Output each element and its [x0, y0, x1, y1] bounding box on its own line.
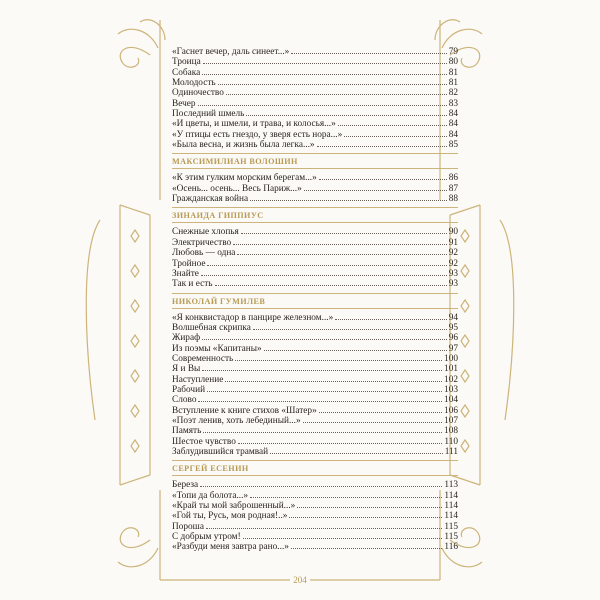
- dot-leader: [200, 479, 442, 487]
- dot-leader: [253, 322, 447, 330]
- entry-title: Из поэмы «Капитаны»: [172, 343, 262, 353]
- entry-page-number: 85: [448, 140, 458, 150]
- toc-entry: [172, 108, 458, 118]
- entry-title: Береза: [172, 480, 199, 490]
- toc-entry: [172, 258, 458, 268]
- toc-entry: [172, 415, 458, 425]
- entry-page-number: 81: [448, 78, 458, 88]
- toc-entry: [172, 139, 458, 149]
- entry-page-number: 93: [448, 279, 458, 289]
- entry-title: Электричество: [172, 237, 232, 248]
- entry-title: Вечер: [172, 98, 196, 109]
- dot-leader: [317, 139, 447, 147]
- entry-page-number: 110: [444, 436, 458, 446]
- toc-section: [172, 153, 458, 203]
- entry-page-number: 107: [444, 415, 458, 426]
- toc-entry: [172, 46, 458, 56]
- entry-page-number: 95: [448, 322, 458, 333]
- entry-title: Жираф: [172, 333, 201, 343]
- dot-leader: [291, 541, 442, 549]
- entry-title: Снежные хлопья: [172, 227, 239, 237]
- dot-leader: [344, 129, 446, 137]
- entry-title: Вступление к книге стихов «Шатер»: [172, 405, 317, 415]
- entry-title: Современность: [172, 353, 234, 364]
- table-of-contents: [172, 46, 458, 552]
- entry-title: «К этим гулким морским берегам...»: [172, 173, 317, 183]
- author-heading: ЗИНАИДА ГИППИУС: [172, 211, 264, 221]
- entry-page-number: 116: [444, 542, 458, 552]
- toc-entry: [172, 510, 458, 520]
- entry-page-number: 94: [448, 312, 458, 322]
- entry-title: Тройное: [172, 258, 206, 268]
- dot-leader: [202, 363, 442, 371]
- toc-entry: [172, 394, 458, 404]
- toc-section: [172, 207, 458, 288]
- toc-entry: [172, 384, 458, 394]
- dot-leader: [198, 394, 442, 402]
- toc-entry: [172, 118, 458, 128]
- author-heading: НИКОЛАЙ ГУМИЛЕВ: [172, 296, 266, 306]
- entry-page-number: 92: [448, 248, 458, 258]
- entry-page-number: 79: [448, 47, 458, 57]
- toc-entry: [172, 77, 458, 87]
- dot-leader: [250, 490, 442, 498]
- dot-leader: [202, 67, 446, 75]
- entry-page-number: 81: [448, 67, 458, 78]
- entry-page-number: 97: [448, 343, 458, 353]
- entry-page-number: 114: [444, 490, 458, 501]
- entry-title: С добрым утром!: [172, 532, 241, 542]
- toc-entry: [172, 405, 458, 415]
- entry-page-number: 103: [444, 384, 458, 395]
- toc-entry: [172, 363, 458, 373]
- dot-leader: [303, 415, 442, 423]
- toc-entry: [172, 56, 458, 66]
- toc-section: [172, 46, 458, 149]
- dot-leader: [218, 77, 447, 85]
- dot-leader: [203, 425, 442, 433]
- toc-entry: [172, 541, 458, 551]
- entry-page-number: 88: [448, 194, 458, 204]
- toc-section: [172, 293, 458, 457]
- author-heading: МАКСИМИЛИАН ВОЛОШИН: [172, 157, 298, 167]
- entry-page-number: 108: [444, 426, 458, 436]
- toc-entry: [172, 87, 458, 97]
- entry-title: «Гаснет вечер, даль синеет...»: [172, 47, 290, 57]
- dot-leader: [264, 343, 447, 351]
- toc-entry: [172, 322, 458, 332]
- toc-entry: [172, 67, 458, 77]
- entry-title: «Гой ты, Русь, моя родная!..»: [172, 511, 288, 521]
- dot-leader: [206, 521, 442, 529]
- toc-entry: [172, 374, 458, 384]
- entry-title: Любовь — одна: [172, 248, 236, 258]
- dot-leader: [235, 353, 442, 361]
- entry-page-number: 90: [448, 227, 458, 237]
- toc-entry: [172, 278, 458, 288]
- dot-leader: [233, 237, 447, 245]
- entry-page-number: 114: [444, 501, 458, 511]
- dot-leader: [250, 193, 447, 201]
- entry-title: Так и есть: [172, 279, 213, 289]
- entry-title: Молодость: [172, 78, 216, 88]
- dot-leader: [226, 87, 447, 95]
- dot-leader: [319, 172, 447, 180]
- dot-leader: [237, 247, 446, 255]
- entry-page-number: 84: [448, 109, 458, 119]
- entry-page-number: 84: [448, 119, 458, 129]
- dot-leader: [291, 46, 446, 54]
- toc-entry: [172, 268, 458, 278]
- dot-leader: [241, 226, 447, 234]
- toc-entry: [172, 129, 458, 139]
- toc-entry: [172, 343, 458, 353]
- entry-title: Последний шмель: [172, 109, 245, 119]
- dot-leader: [201, 268, 447, 276]
- entry-title: Наступление: [172, 374, 224, 384]
- toc-entry: [172, 98, 458, 108]
- dot-leader: [215, 278, 447, 286]
- entry-title: Шестое чувство: [172, 436, 236, 446]
- entry-page-number: 80: [448, 57, 458, 67]
- entry-page-number: 92: [448, 258, 458, 268]
- entry-page-number: 87: [448, 183, 458, 194]
- dot-leader: [238, 436, 443, 444]
- entry-page-number: 82: [448, 88, 458, 98]
- dot-leader: [270, 446, 443, 454]
- toc-entry: [172, 425, 458, 435]
- entry-title: Волшебная скрипка: [172, 322, 251, 333]
- dot-leader: [225, 374, 442, 382]
- dot-leader: [338, 118, 447, 126]
- entry-page-number: 115: [444, 521, 458, 532]
- entry-page-number: 104: [444, 395, 458, 405]
- entry-title: «Осень... осень... Весь Париж...»: [172, 183, 302, 194]
- author-heading: СЕРГЕЙ ЕСЕНИН: [172, 464, 249, 474]
- toc-entry: [172, 521, 458, 531]
- toc-entry: [172, 247, 458, 257]
- toc-entry: [172, 226, 458, 236]
- entry-title: Собака: [172, 67, 201, 78]
- entry-page-number: 114: [444, 511, 458, 521]
- toc-entry: [172, 531, 458, 541]
- entry-page-number: 100: [444, 353, 458, 364]
- entry-title: Память: [172, 426, 202, 436]
- entry-title: Заблудившийся трамвай: [172, 447, 269, 457]
- entry-page-number: 102: [444, 374, 458, 384]
- entry-title: «Я конквистадор в панцире железном...»: [172, 312, 334, 322]
- toc-entry: [172, 312, 458, 322]
- dot-leader: [319, 405, 442, 413]
- toc-entry: [172, 479, 458, 489]
- toc-entry: [172, 500, 458, 510]
- toc-entry: [172, 490, 458, 500]
- toc-entry: [172, 446, 458, 456]
- entry-page-number: 93: [448, 268, 458, 279]
- entry-title: Я и Вы: [172, 364, 201, 374]
- toc-entry: [172, 237, 458, 247]
- entry-page-number: 115: [444, 532, 458, 542]
- entry-page-number: 113: [444, 480, 458, 490]
- toc-section: [172, 460, 458, 551]
- dot-leader: [207, 384, 442, 392]
- entry-title: Слово: [172, 395, 197, 405]
- dot-leader: [198, 98, 447, 106]
- toc-entry: [172, 353, 458, 363]
- entry-title: Рабочий: [172, 384, 206, 395]
- entry-page-number: 101: [444, 364, 458, 374]
- page-number-text: 204: [290, 575, 310, 585]
- toc-entry: [172, 332, 458, 342]
- entry-page-number: 106: [444, 405, 458, 415]
- entry-page-number: 86: [448, 173, 458, 183]
- entry-title: Пороша: [172, 521, 204, 532]
- entry-page-number: 91: [448, 237, 458, 248]
- toc-entry: [172, 172, 458, 182]
- entry-title: «Разбуди меня завтра рано...»: [172, 542, 289, 552]
- toc-entry: [172, 183, 458, 193]
- dot-leader: [203, 56, 447, 64]
- entry-title: Знайте: [172, 268, 199, 279]
- entry-title: Гражданская война: [172, 194, 249, 204]
- dot-leader: [297, 500, 442, 508]
- entry-title: Одиночество: [172, 88, 224, 98]
- entry-page-number: 84: [448, 129, 458, 140]
- dot-leader: [202, 332, 447, 340]
- dot-leader: [289, 510, 442, 518]
- dot-leader: [207, 258, 446, 266]
- entry-page-number: 83: [448, 98, 458, 109]
- entry-title: «Топи да болота...»: [172, 490, 249, 501]
- entry-page-number: 96: [448, 333, 458, 343]
- entry-page-number: 111: [444, 447, 458, 457]
- dot-leader: [304, 183, 447, 191]
- entry-title: Троица: [172, 57, 201, 67]
- entry-title: «У птицы есть гнездо, у зверя есть нора...»: [172, 129, 343, 140]
- entry-title: «Край ты мой заброшенный...»: [172, 501, 296, 511]
- toc-entry: [172, 436, 458, 446]
- dot-leader: [335, 312, 446, 320]
- page-number: [0, 575, 600, 585]
- entry-title: «И цветы, и шмели, и трава, и колосья...»: [172, 119, 336, 129]
- entry-title: «Поэт ленив, хоть лебединый...»: [172, 415, 301, 426]
- dot-leader: [246, 108, 446, 116]
- dot-leader: [243, 531, 443, 539]
- entry-title: «Была весна, и жизнь была легка...»: [172, 140, 315, 150]
- toc-entry: [172, 193, 458, 203]
